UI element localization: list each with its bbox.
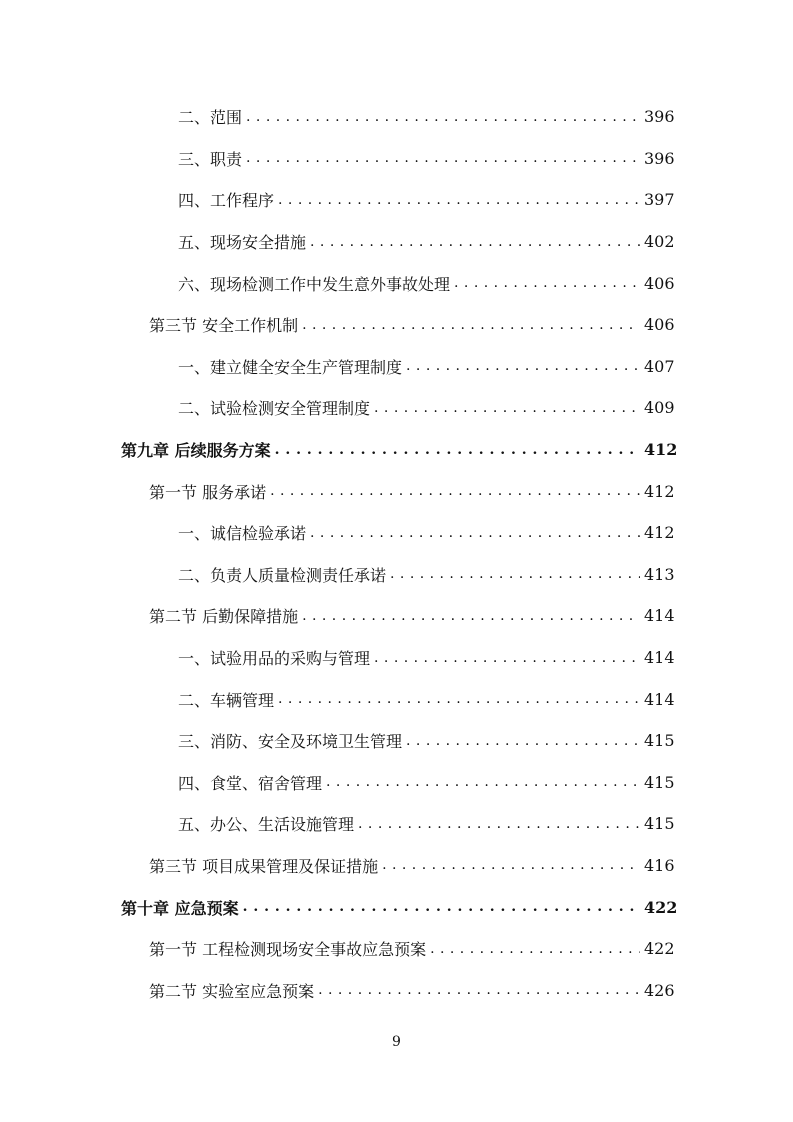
toc-entry-title: 第二节 后勤保障措施: [149, 604, 302, 627]
toc-entry-page: 412: [644, 440, 678, 460]
toc-entry[interactable]: [0, 221, 793, 263]
dot-leader: [246, 107, 640, 127]
toc-entry-page: 422: [644, 897, 678, 917]
toc-entry[interactable]: [0, 762, 793, 804]
toc-entry-title: 三、消防、安全及环境卫生管理: [178, 729, 406, 752]
dot-leader: [278, 689, 640, 709]
dot-leader: [302, 606, 640, 626]
dot-leader: [326, 772, 640, 792]
toc-entry-page: 416: [644, 855, 675, 875]
toc-entry-page: 415: [644, 814, 675, 834]
dot-leader: [430, 939, 640, 959]
toc-entry-title: 四、工作程序: [178, 188, 278, 211]
toc-entry[interactable]: [0, 512, 793, 554]
dot-leader: [454, 273, 640, 293]
toc-entry[interactable]: [0, 637, 793, 679]
dot-leader: [278, 190, 640, 210]
page-number: 9: [392, 1034, 401, 1050]
toc-entry-page: 414: [644, 606, 675, 626]
toc-entry-title: 三、职责: [178, 147, 246, 170]
toc-entry[interactable]: [0, 969, 793, 1011]
toc-entry[interactable]: [0, 803, 793, 845]
toc-entry-title: 第三节 安全工作机制: [149, 313, 302, 336]
toc-entry-page: 412: [644, 481, 675, 501]
dot-leader: [358, 814, 640, 834]
toc-entry-title: 二、负责人质量检测责任承诺: [178, 563, 390, 586]
toc-entry-title: 第一节 工程检测现场安全事故应急预案: [149, 937, 430, 960]
dot-leader: [310, 232, 640, 252]
toc-entry-page: 413: [644, 564, 675, 584]
toc-entry-page: 415: [644, 731, 675, 751]
dot-leader: [275, 440, 640, 460]
dot-leader: [318, 980, 640, 1000]
dot-leader: [382, 855, 640, 875]
toc-entry-page: 396: [644, 148, 675, 168]
dot-leader: [374, 398, 640, 418]
toc-entry[interactable]: [0, 262, 793, 304]
toc-entry-title: 六、现场检测工作中发生意外事故处理: [178, 272, 454, 295]
toc-entry-page: 407: [644, 356, 675, 376]
toc-entry-title: 二、车辆管理: [178, 688, 278, 711]
dot-leader: [406, 731, 640, 751]
toc-chapter-entry[interactable]: [0, 429, 793, 471]
dot-leader: [406, 356, 640, 376]
toc-entry-page: 402: [644, 232, 675, 252]
dot-leader: [246, 148, 640, 168]
toc-entry[interactable]: [0, 845, 793, 887]
toc-entry-page: 406: [644, 273, 675, 293]
table-of-contents: [0, 96, 793, 1011]
toc-entry-page: 426: [644, 980, 675, 1000]
toc-entry[interactable]: [0, 554, 793, 596]
toc-entry-page: 414: [644, 648, 675, 668]
toc-entry[interactable]: [0, 595, 793, 637]
toc-entry-page: 412: [644, 523, 675, 543]
toc-entry[interactable]: [0, 96, 793, 138]
dot-leader: [270, 481, 640, 501]
toc-entry-title: 第三节 项目成果管理及保证措施: [149, 854, 382, 877]
toc-entry[interactable]: [0, 346, 793, 388]
toc-entry-title: 四、食堂、宿舍管理: [178, 771, 326, 794]
toc-entry-page: 415: [644, 772, 675, 792]
toc-entry-title: 第一节 服务承诺: [149, 480, 270, 503]
toc-entry-page: 406: [644, 315, 675, 335]
toc-entry-title: 一、建立健全安全生产管理制度: [178, 355, 406, 378]
dot-leader: [310, 523, 640, 543]
toc-entry[interactable]: [0, 470, 793, 512]
toc-entry-title: 第九章 后续服务方案: [121, 438, 275, 461]
toc-entry[interactable]: [0, 678, 793, 720]
toc-entry-page: 422: [644, 939, 675, 959]
toc-entry[interactable]: [0, 720, 793, 762]
toc-entry-title: 五、现场安全措施: [178, 230, 310, 253]
toc-entry-title: 二、试验检测安全管理制度: [178, 396, 374, 419]
dot-leader: [374, 648, 640, 668]
toc-entry-title: 第二节 实验室应急预案: [149, 979, 318, 1002]
dot-leader: [243, 897, 640, 917]
toc-entry[interactable]: [0, 179, 793, 221]
toc-entry-page: 396: [644, 107, 675, 127]
toc-chapter-entry[interactable]: [0, 886, 793, 928]
dot-leader: [390, 564, 640, 584]
toc-entry-title: 五、办公、生活设施管理: [178, 812, 358, 835]
dot-leader: [302, 315, 640, 335]
toc-entry-title: 一、诚信检验承诺: [178, 521, 310, 544]
toc-entry-title: 一、试验用品的采购与管理: [178, 646, 374, 669]
toc-entry[interactable]: [0, 928, 793, 970]
toc-entry-title: 二、范围: [178, 105, 246, 128]
toc-entry-title: 第十章 应急预案: [121, 896, 243, 919]
toc-entry[interactable]: [0, 138, 793, 180]
toc-entry-page: 397: [644, 190, 675, 210]
toc-entry[interactable]: [0, 304, 793, 346]
toc-entry-page: 414: [644, 689, 675, 709]
toc-entry[interactable]: [0, 387, 793, 429]
toc-entry-page: 409: [644, 398, 675, 418]
